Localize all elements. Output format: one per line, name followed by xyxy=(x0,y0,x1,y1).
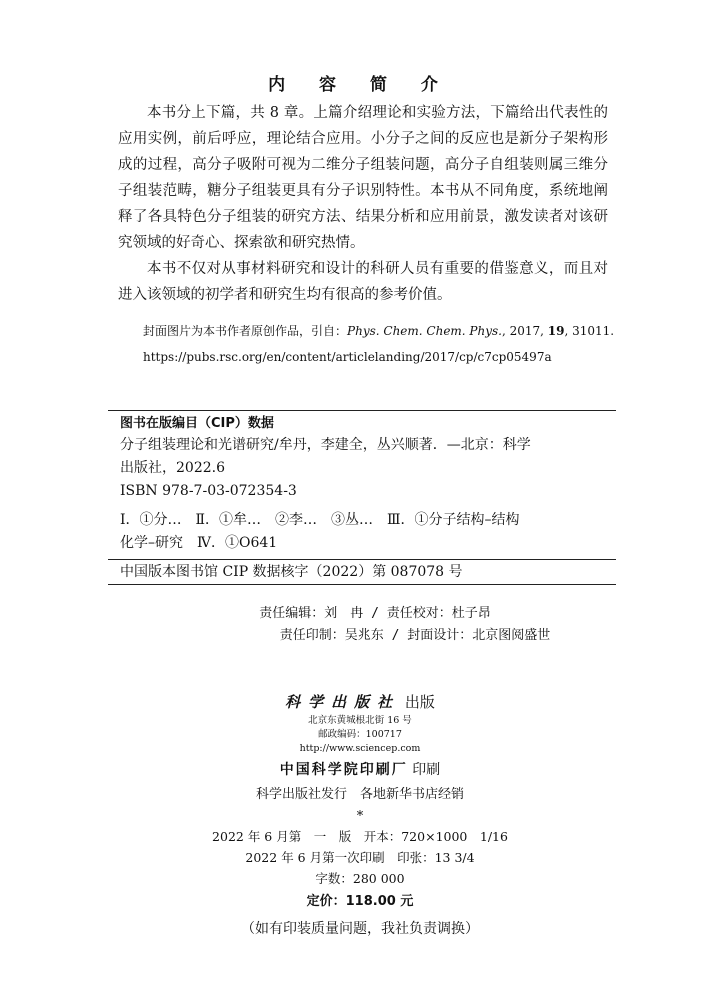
cover-citation-url: https://pubs.rsc.org/en/content/articlelanding/2017/cp/c7cp05497a xyxy=(143,350,552,364)
publisher-block xyxy=(0,690,720,943)
printing-line: 2022 年 6 月第一次印刷 印张：13 3/4 xyxy=(245,850,475,865)
printer-name xyxy=(0,758,720,782)
word-count: 字数：280 000 xyxy=(315,871,405,886)
publisher-name xyxy=(0,690,720,714)
price: 定价：118.00 元 xyxy=(306,894,414,909)
summary-paragraph-1: 本书分上下篇，共 8 章。上篇介绍理论和实验方法，下篇给出代表性的应用实例，前后呼应，理论结合应用。小分子之间的反应也是新分子架构形成的过程，高分子吸附可视为二维分子组装问题，高分子自组装则属三维分子组装范畴，糖分子组装更具有分子识别特性。本书从不同角度，系统地阐释了各具特色分子组装的研究方法、结果分析和应用前景，激发读者对该研究领域的好奇心、探索欲和研究热情。 xyxy=(118,105,608,251)
citation-pages: , 31011. xyxy=(564,324,615,338)
printer-suffix: 印刷 xyxy=(412,762,441,778)
editorial-credits xyxy=(0,603,720,647)
publisher-postcode: 邮政编码：100717 xyxy=(318,729,402,740)
cover-citation xyxy=(143,318,623,344)
credits-line-2: 责任印制：吴兆东 / 封面设计：北京图阅盛世 xyxy=(279,628,551,643)
publisher-suffix: 出版 xyxy=(404,693,435,711)
publisher-address: 北京东黄城根北街 16 号 xyxy=(308,715,412,726)
cip-class-2: 化学–研究 Ⅳ．①O641 xyxy=(120,535,278,551)
summary-section xyxy=(118,100,608,308)
cip-line-1: 分子组装理论和光谱研究/牟丹，李建全，丛兴顺著．—北京：科学 xyxy=(120,437,531,453)
citation-volume: 19 xyxy=(547,324,565,338)
credits-line-1: 责任编辑：刘 冉 / 责任校对：杜子昂 xyxy=(259,606,491,621)
edition-line: 2022 年 6 月第 一 版 开本：720×1000 1/16 xyxy=(212,829,508,844)
summary-paragraph-2: 本书不仅对从事材料研究和设计的科研人员有重要的借鉴意义，而且对进入该领域的初学者和研究生均有很高的参考价值。 xyxy=(118,261,608,303)
cip-isbn: ISBN 978-7-03-072354-3 xyxy=(120,483,297,499)
cip-heading: 图书在版编目（CIP）数据 xyxy=(120,416,274,431)
page-title: 内 容 简 介 xyxy=(268,75,452,95)
printer-logo-text: 中国科学院印刷厂 xyxy=(279,762,408,778)
journal-name: Phys. Chem. Chem. Phys. xyxy=(347,324,502,338)
cip-body xyxy=(108,434,616,555)
publisher-website: http://www.sciencep.com xyxy=(299,743,421,754)
cip-data-block xyxy=(108,410,616,585)
separator-star: * xyxy=(356,809,364,824)
distribution-line: 科学出版社发行 各地新华书店经销 xyxy=(255,787,464,802)
cover-image-note xyxy=(143,318,623,370)
cover-citation-prefix: 封面图片为本书作者原创作品，引自： xyxy=(143,324,348,338)
cip-class-1: Ⅰ．①分… Ⅱ．①牟… ②李… ③丛… Ⅲ．①分子结构–结构 xyxy=(120,512,520,528)
quality-notice: （如有印装质量问题，我社负责调换） xyxy=(241,921,479,937)
publisher-logo-text: 科学出版社 xyxy=(285,693,401,711)
cip-line-2: 出版社，2022.6 xyxy=(120,460,225,476)
citation-year: , 2017, xyxy=(501,324,548,338)
cip-footer: 中国版本图书馆 CIP 数据核字（2022）第 087078 号 xyxy=(108,559,616,585)
